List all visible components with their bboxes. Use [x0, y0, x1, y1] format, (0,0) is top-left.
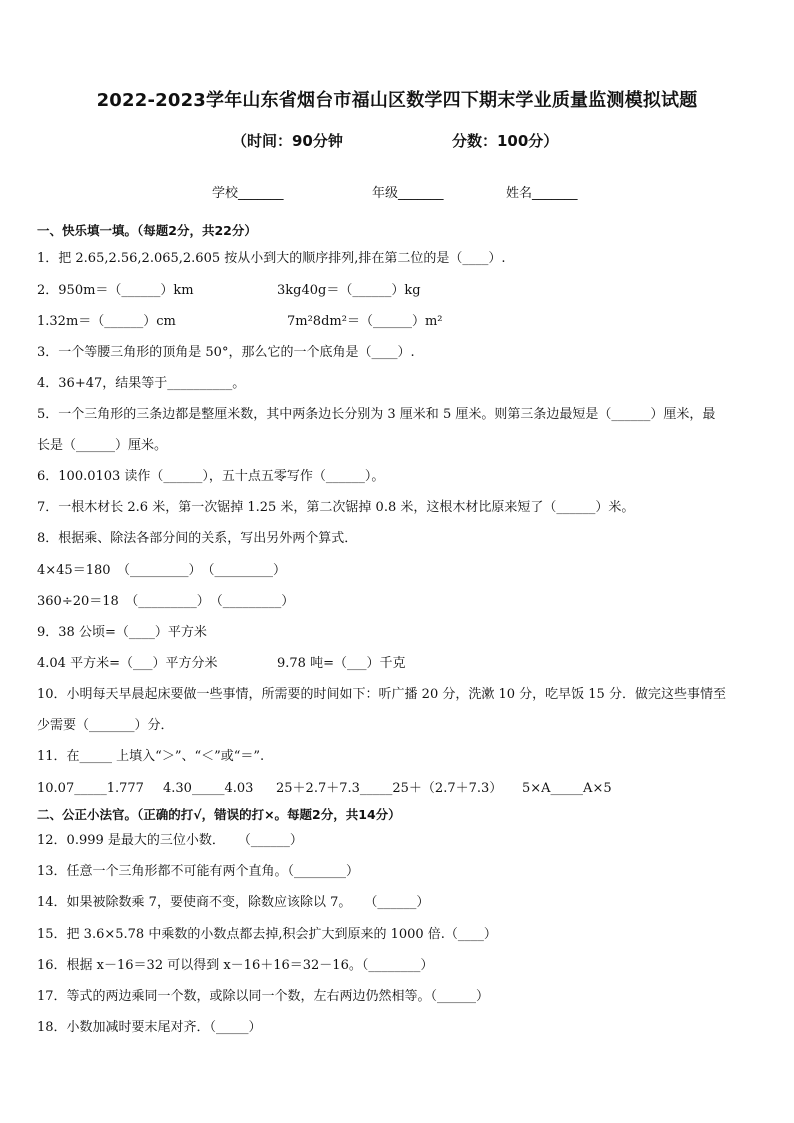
question-10-line-2: 少需要（_______）分． [37, 718, 174, 733]
question-11-item-d: 5×A_____A×5 [522, 781, 612, 796]
exam-time: （时间：90分钟 [232, 132, 343, 150]
question-16: 16．根据 x－16＝32 可以得到 x－16＋16＝32－16。（________） [37, 958, 434, 973]
question-9-part-c: 9.78 吨=（___）千克 [277, 656, 406, 671]
question-13: 13．任意一个三角形都不可能有两个直角。（________） [37, 864, 360, 879]
grade-field: 年级_______ [372, 186, 444, 201]
exam-score: 分数：100分） [452, 132, 559, 150]
school-field: 学校_______ [212, 186, 284, 201]
question-9-part-a: 9．38 公顷=（____）平方米 [37, 625, 207, 640]
question-2-part-a: 2．950m＝（______）km [37, 283, 194, 298]
question-12: 12．0.999 是最大的三位小数． （______） [37, 833, 303, 848]
question-6: 6．100.0103 读作（______），五十点五零写作（______）。 [37, 469, 385, 484]
question-11-items [37, 780, 757, 798]
question-2-part-d: 7m²8dm²＝（______）m² [287, 314, 443, 329]
question-11-item-a: 10.07_____1.777 [37, 781, 144, 796]
question-11-item-b: 4.30_____4.03 [163, 781, 254, 796]
question-8-part-a: 4×45＝180 （_________） （_________） [37, 563, 287, 578]
question-2-part-c: 1.32m＝（______）cm [37, 314, 176, 329]
question-9-row-2 [37, 655, 757, 673]
question-7: 7．一根木材长 2.6 米，第一次锯掉 1.25 米，第二次锯掉 0.8 米，这根木材比原来短了（______）米。 [37, 500, 635, 515]
question-11: 11．在_____ 上填入“＞”、“＜”或“＝”. [37, 749, 265, 764]
question-2 [37, 282, 757, 300]
question-2-row-2 [37, 313, 757, 331]
question-18: 18．小数加减时要末尾对齐．（_____） [37, 1020, 262, 1035]
question-15: 15．把 3.6×5.78 中乘数的小数点都去掉,积会扩大到原来的 1000 倍.（____） [37, 927, 497, 942]
question-14: 14．如果被除数乘 7，要使商不变，除数应该除以 7。 （______） [37, 895, 430, 910]
question-9-part-b: 4.04 平方米=（___）平方分米 [37, 656, 218, 671]
section-heading-1: 一、快乐填一填。（每题2分，共22分） [37, 223, 257, 238]
question-10-line-1: 10．小明每天早晨起床要做一些事情，所需要的时间如下：听广播 20 分，洗漱 10 分，吃早饭 15 分．做完这些事情至 [37, 687, 726, 702]
question-8-part-b: 360÷20＝18 （_________） （_________） [37, 594, 295, 609]
page-title: 2022-2023学年山东省烟台市福山区数学四下期末学业质量监测模拟试题 [96, 90, 698, 111]
question-8: 8．根据乘、除法各部分间的关系，写出另外两个算式． [37, 531, 358, 546]
question-11-item-c: 25＋2.7＋7.3_____25＋（2.7＋7.3） [276, 781, 503, 796]
question-4: 4．36+47，结果等于__________。 [37, 376, 246, 391]
question-3: 3．一个等腰三角形的顶角是 50°，那么它的一个底角是（____）. [37, 345, 415, 360]
question-5-line-1: 5．一个三角形的三条边都是整厘米数，其中两条边长分别为 3 厘米和 5 厘米。则第三条边最短是（______）厘米，最 [37, 407, 716, 422]
question-2-part-b: 3kg40g＝（______）kg [277, 283, 421, 298]
question-1: 1．把 2.65,2.56,2.065,2.605 按从小到大的顺序排列,排在第二位的是（____）. [37, 251, 506, 266]
section-heading-2: 二、公正小法官。（正确的打√，错误的打×。每题2分，共14分） [37, 807, 401, 822]
name-field: 姓名_______ [506, 186, 578, 201]
question-17: 17．等式的两边乘同一个数，或除以同一个数，左右两边仍然相等。（______） [37, 989, 490, 1004]
question-5-line-2: 长是（______）厘米。 [37, 438, 168, 453]
